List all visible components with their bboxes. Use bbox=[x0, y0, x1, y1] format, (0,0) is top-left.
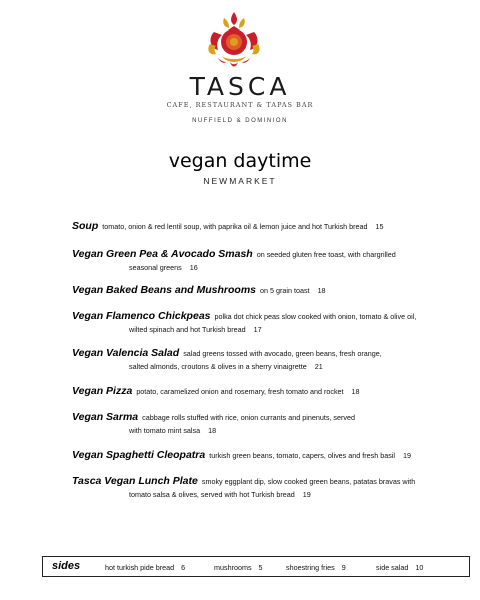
side-item-price: 5 bbox=[258, 563, 263, 572]
item-description-line2: with tomato mint salsa bbox=[129, 426, 201, 435]
menu-item-green-pea-smash bbox=[72, 246, 452, 274]
item-description: salad greens tossed with avocado, green beans, fresh orange, bbox=[183, 349, 382, 358]
tasca-logo-icon bbox=[206, 10, 262, 74]
side-item bbox=[214, 563, 263, 572]
item-description-continued bbox=[72, 424, 452, 437]
item-price: 18 bbox=[317, 286, 326, 295]
menu-item-spaghetti-cleopatra bbox=[72, 447, 452, 462]
item-name: Vegan Green Pea & Avocado Smash bbox=[72, 248, 253, 260]
item-price: 19 bbox=[403, 451, 411, 460]
menu-item-valencia-salad bbox=[72, 345, 452, 373]
menu-item-baked-beans bbox=[72, 282, 452, 297]
menu-item-pizza bbox=[72, 383, 452, 398]
item-name: Vegan Baked Beans and Mushrooms bbox=[72, 284, 256, 296]
item-name: Vegan Flamenco Chickpeas bbox=[72, 310, 211, 322]
item-description-continued bbox=[72, 323, 452, 336]
menu-title: vegan daytime bbox=[168, 150, 312, 172]
item-price: 16 bbox=[189, 263, 198, 272]
item-description: polka dot chick peas slow cooked with onion, tomato & olive oil, bbox=[214, 312, 417, 321]
brand-location: NUFFIELD & DOMINION bbox=[192, 118, 288, 124]
menu-subtitle: NEWMARKET bbox=[203, 176, 277, 186]
item-description-continued bbox=[72, 488, 452, 501]
side-item-price: 9 bbox=[341, 563, 346, 572]
item-price: 15 bbox=[375, 222, 384, 231]
item-description-line2: tomato salsa & olives, served with hot Turkish bread bbox=[129, 490, 295, 499]
side-item bbox=[376, 563, 423, 572]
side-item-name: hot turkish pide bread bbox=[105, 563, 175, 572]
item-description-line2: salted almonds, croutons & olives in a sherry vinaigrette bbox=[129, 362, 307, 371]
item-price: 21 bbox=[314, 362, 323, 371]
item-description-line2: wilted spinach and hot Turkish bread bbox=[129, 325, 246, 334]
item-price: 18 bbox=[351, 387, 360, 396]
item-description-continued bbox=[72, 360, 452, 373]
item-description: on seeded gluten free toast, with chargrilled bbox=[256, 250, 396, 259]
item-description: tomato, onion & red lentil soup, with paprika oil & lemon juice and hot Turkish bread bbox=[102, 222, 368, 231]
side-item-name: side salad bbox=[376, 563, 409, 572]
item-description: cabbage rolls stuffed with rice, onion currants and pinenuts, served bbox=[142, 413, 355, 422]
side-item bbox=[286, 563, 346, 572]
side-item-name: shoestring fries bbox=[286, 563, 335, 572]
item-price: 17 bbox=[253, 325, 262, 334]
item-description: smoky eggplant dip, slow cooked green beans, patatas bravas with bbox=[201, 477, 416, 486]
side-item bbox=[105, 563, 185, 572]
brand-tagline: CAFE, RESTAURANT & TAPAS BAR bbox=[166, 101, 314, 109]
menu-item-lunch-plate bbox=[72, 473, 452, 501]
menu-item-sarma bbox=[72, 409, 452, 437]
item-name: Vegan Sarma bbox=[72, 411, 139, 423]
side-item-price: 6 bbox=[181, 563, 186, 572]
item-description: turkish green beans, tomato, capers, olives and fresh basil bbox=[209, 451, 395, 460]
sides-label: sides bbox=[52, 560, 81, 572]
item-price: 18 bbox=[208, 426, 217, 435]
side-item-name: mushrooms bbox=[214, 563, 252, 572]
item-name: Vegan Valencia Salad bbox=[72, 347, 180, 359]
item-name: Vegan Spaghetti Cleopatra bbox=[72, 449, 206, 461]
item-description-line2: seasonal greens bbox=[129, 263, 182, 272]
menu-item-flamenco-chickpeas bbox=[72, 308, 452, 336]
item-price: 19 bbox=[302, 490, 311, 499]
item-name: Soup bbox=[72, 220, 99, 232]
item-description: potato, caramelized onion and rosemary, fresh tomato and rocket bbox=[136, 387, 344, 396]
item-name: Tasca Vegan Lunch Plate bbox=[72, 475, 198, 487]
item-description: on 5 grain toast bbox=[260, 286, 310, 295]
sides-box bbox=[42, 556, 470, 577]
side-item-price: 10 bbox=[415, 563, 424, 572]
menu-item-soup bbox=[72, 218, 452, 233]
item-description-continued bbox=[72, 261, 452, 274]
item-name: Vegan Pizza bbox=[72, 385, 133, 397]
brand-name: TASCA bbox=[189, 72, 291, 101]
